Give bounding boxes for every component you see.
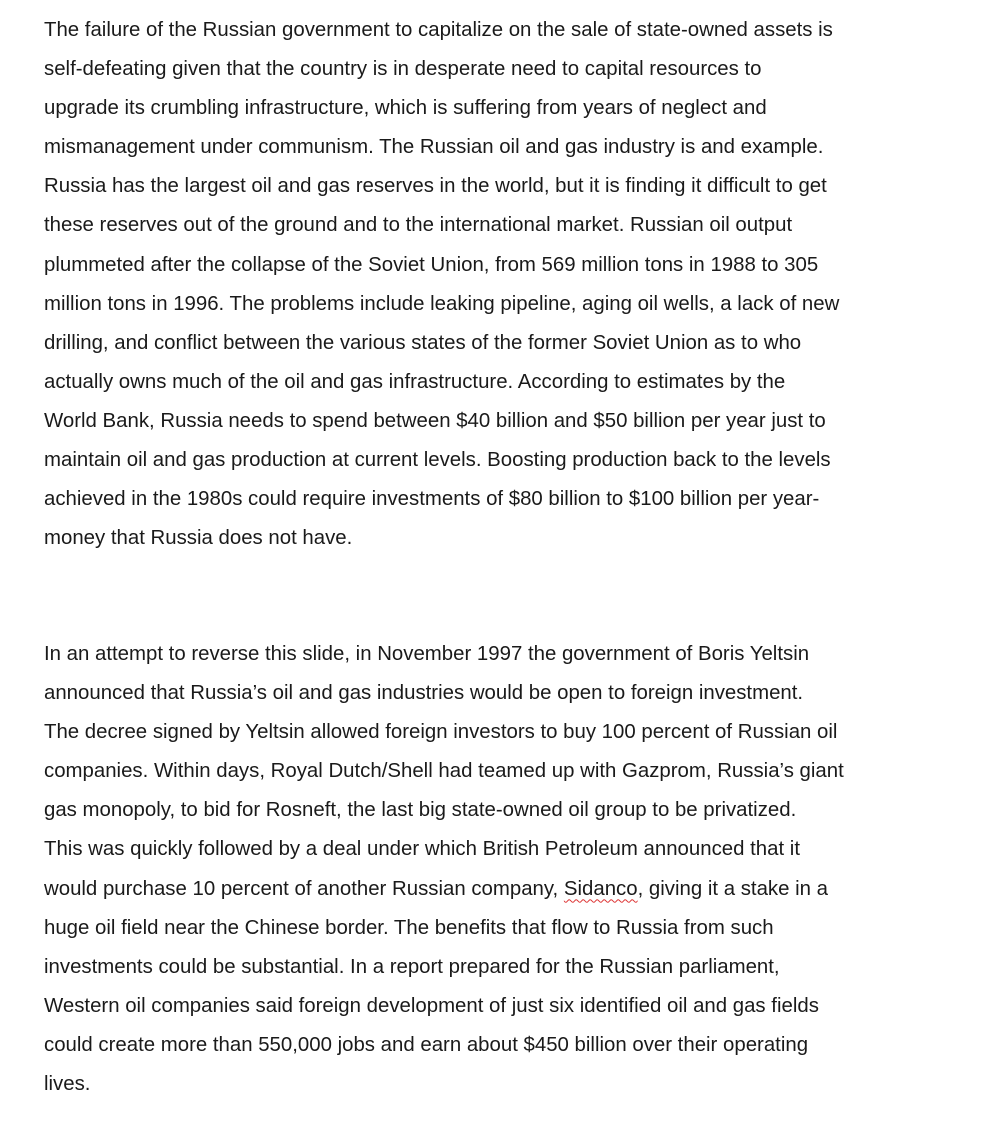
paragraph-1 <box>44 11 839 558</box>
line-text: mismanagement under communism. The Russian oil and gas industry is and example. <box>44 136 824 159</box>
text-line <box>44 713 844 752</box>
line-text: Russia has the largest oil and gas reserves in the world, but it is finding it difficult to get <box>44 175 827 198</box>
text-line <box>44 987 844 1026</box>
text-line <box>44 480 839 519</box>
text-line <box>44 363 839 402</box>
line-text: announced that Russia’s oil and gas industries would be open to foreign investment. <box>44 682 804 705</box>
text-line <box>44 948 844 987</box>
text-line <box>44 324 839 363</box>
line-text: huge oil field near the Chinese border. The benefits that flow to Russia from such <box>44 916 774 939</box>
text-line <box>44 11 839 50</box>
text-line <box>44 830 844 869</box>
text-line <box>44 1065 844 1104</box>
line-text: World Bank, Russia needs to spend between $40 billion and $50 billion per year just to <box>44 409 826 432</box>
text-line <box>44 89 839 128</box>
line-text: plummeted after the collapse of the Soviet Union, from 569 million tons in 1988 to 305 <box>44 253 819 276</box>
text-line <box>44 791 844 830</box>
text-line <box>44 206 839 245</box>
text-line <box>44 128 839 167</box>
text-line <box>44 635 844 674</box>
line-text: self-defeating given that the country is in desperate need to capital resources to <box>44 58 762 81</box>
line-text: money that Russia does not have. <box>44 527 353 550</box>
text-line <box>44 674 844 713</box>
line-text: maintain oil and gas production at current levels. Boosting production back to the levels <box>44 449 831 472</box>
line-text: these reserves out of the ground and to the international market. Russian oil output <box>44 214 793 237</box>
misspelled-word[interactable]: Sidanco <box>563 877 638 900</box>
line-text: The failure of the Russian government to capitalize on the sale of state-owned assets is <box>44 19 833 41</box>
line-text: gas monopoly, to bid for Rosneft, the last big state-owned oil group to be privatized. <box>44 799 797 822</box>
line-text: achieved in the 1980s could require investments of $80 billion to $100 billion per year- <box>44 488 820 511</box>
line-text: upgrade its crumbling infrastructure, which is suffering from years of neglect and <box>44 97 767 120</box>
line-text: This was quickly followed by a deal under which British Petroleum announced that it <box>44 838 800 861</box>
line-text: The decree signed by Yeltsin allowed foreign investors to buy 100 percent of Russian oil <box>44 721 838 744</box>
text-line <box>44 285 839 324</box>
text-line <box>44 167 839 206</box>
line-text: investments could be substantial. In a report prepared for the Russian parliament, <box>44 955 780 978</box>
line-text: actually owns much of the oil and gas infrastructure. According to estimates by the <box>44 370 786 393</box>
text-line <box>44 441 839 480</box>
text-line <box>44 870 844 909</box>
text-line <box>44 752 844 791</box>
paragraph-2 <box>44 635 844 1104</box>
text-line <box>44 519 839 558</box>
text-line <box>44 50 839 89</box>
line-text: million tons in 1996. The problems include leaking pipeline, aging oil wells, a lack of new <box>44 292 840 315</box>
text-line <box>44 909 844 948</box>
line-text: companies. Within days, Royal Dutch/Shell had teamed up with Gazprom, Russia’s giant <box>44 760 844 783</box>
line-text: drilling, and conflict between the various states of the former Soviet Union as to who <box>44 331 802 354</box>
line-text: In an attempt to reverse this slide, in November 1997 the government of Boris Yeltsin <box>44 643 810 665</box>
line-text: lives. <box>44 1073 91 1096</box>
text-line <box>44 402 839 441</box>
line-text: Western oil companies said foreign development of just six identified oil and gas fields <box>44 994 819 1017</box>
text-line <box>44 1026 844 1065</box>
text-line <box>44 246 839 285</box>
line-text: would purchase 10 percent of another Russian company, <box>44 877 559 900</box>
line-text: could create more than 550,000 jobs and earn about $450 billion over their operating <box>44 1033 809 1056</box>
line-text: , giving it a stake in a <box>637 877 829 900</box>
